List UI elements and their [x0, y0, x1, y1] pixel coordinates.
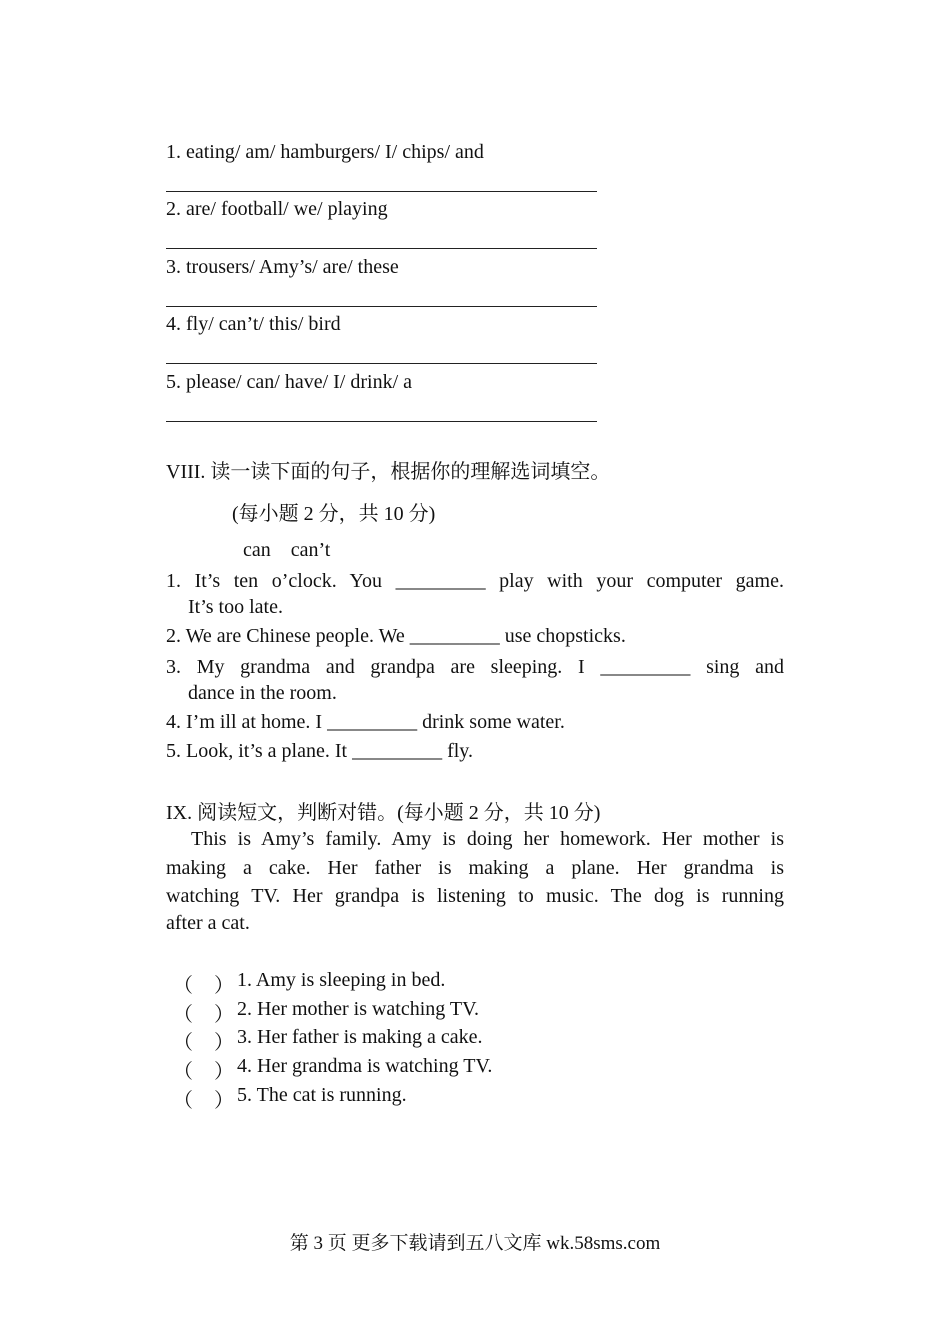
fill-item-4: 4. I’m ill at home. I _________ drink some water.: [166, 711, 565, 733]
passage-line-4: after a cat.: [166, 912, 250, 934]
paren-right: ）: [214, 1032, 234, 1054]
page-footer: 第 3 页 更多下载请到五八文库 wk.58sms.com: [289, 1233, 661, 1254]
reorder-item-4: 4. fly/ can’t/ this/ bird: [166, 313, 341, 335]
judge-statement-3: 3. Her father is making a cake.: [237, 1026, 483, 1048]
answer-line-2: [166, 248, 597, 249]
paren-right: ）: [214, 1090, 234, 1112]
paren-left: （: [173, 1004, 193, 1026]
judge-statement-1: 1. Amy is sleeping in bed.: [237, 969, 446, 991]
reorder-item-1: 1. eating/ am/ hamburgers/ I/ chips/ and: [166, 141, 484, 163]
fill-item-3-cont: dance in the room.: [188, 682, 337, 704]
answer-parens-3[interactable]: [166, 1026, 236, 1055]
fill-item-1-cont: It’s too late.: [188, 596, 283, 618]
answer-parens-4[interactable]: [166, 1055, 236, 1084]
paren-right: ）: [214, 1004, 234, 1026]
answer-line-4: [166, 363, 597, 364]
reorder-item-5: 5. please/ can/ have/ I/ drink/ a: [166, 371, 413, 393]
paren-right: ）: [214, 1061, 234, 1083]
section-8-heading: VIII. 读一读下面的句子，根据你的理解选词填空。: [166, 461, 611, 483]
section-8-score: (每小题 2 分，共 10 分): [232, 503, 436, 525]
judge-statement-4: 4. Her grandma is watching TV.: [237, 1055, 493, 1077]
fill-item-2: 2. We are Chinese people. We _________ use chopsticks.: [166, 625, 626, 647]
answer-parens-2[interactable]: [166, 998, 236, 1027]
paren-left: （: [173, 975, 193, 997]
paren-left: （: [173, 1061, 193, 1083]
section-9-heading: IX. 阅读短文，判断对错。(每小题 2 分，共 10 分): [166, 802, 601, 824]
word-bank: can can’t: [243, 539, 331, 561]
reorder-item-3: 3. trousers/ Amy’s/ are/ these: [166, 256, 399, 278]
answer-line-1: [166, 191, 597, 192]
fill-item-3: 3. My grandma and grandpa are sleeping. I _________ sing and: [166, 656, 784, 678]
paren-left: （: [173, 1090, 193, 1112]
passage-line-2: making a cake. Her father is making a plane. Her grandma is: [166, 857, 784, 879]
fill-item-5: 5. Look, it’s a plane. It _________ fly.: [166, 740, 473, 762]
judge-statement-5: 5. The cat is running.: [237, 1084, 407, 1106]
answer-parens-1[interactable]: [166, 969, 236, 998]
answer-parens-5[interactable]: [166, 1084, 236, 1113]
passage-line-3: watching TV. Her grandpa is listening to music. The dog is running: [166, 885, 784, 907]
paren-left: （: [173, 1032, 193, 1054]
paren-right: ）: [214, 975, 234, 997]
judge-statement-2: 2. Her mother is watching TV.: [237, 998, 480, 1020]
answer-line-3: [166, 306, 597, 307]
fill-item-1: 1. It’s ten o’clock. You _________ play with your computer game.: [166, 570, 784, 592]
passage-line-1: This is Amy’s family. Amy is doing her homework. Her mother is: [191, 828, 784, 850]
answer-line-5: [166, 421, 597, 422]
reorder-item-2: 2. are/ football/ we/ playing: [166, 198, 388, 220]
